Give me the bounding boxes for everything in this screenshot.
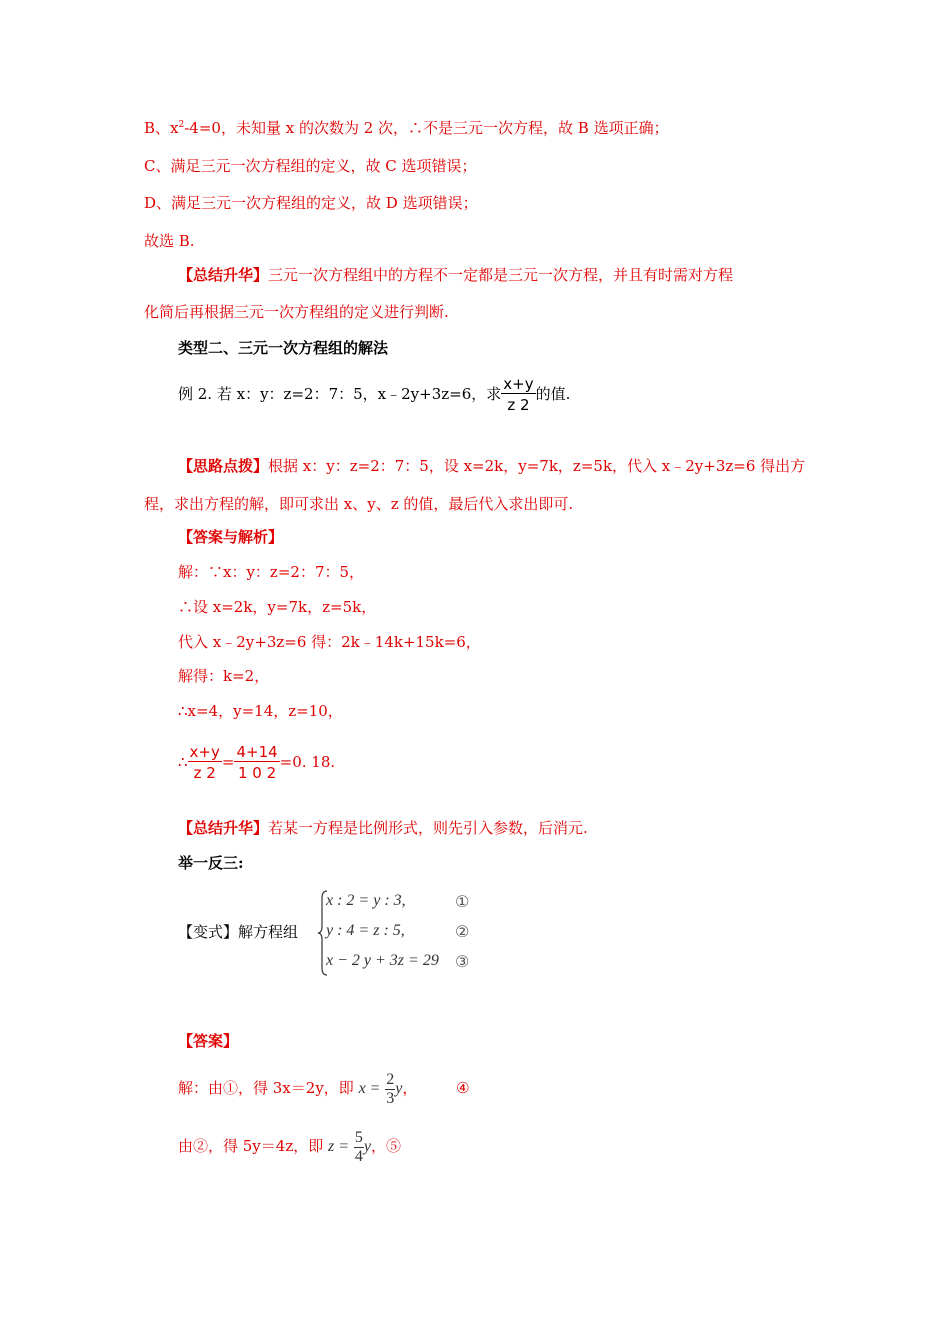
- step1-line: [178, 1066, 470, 1111]
- system-eq-2: y : 4 = z : 5,: [326, 922, 405, 939]
- example2-text: 例 2. 若 x：y：z=2：7：5，x﹣2y+3z=6，求: [178, 385, 502, 403]
- step2-num: 5: [354, 1128, 363, 1146]
- final-fraction-1: [188, 743, 222, 784]
- step2-line: [178, 1124, 401, 1169]
- system-num-2: ②: [455, 922, 470, 941]
- system-eq-3: x − 2 y + 3z = 29: [326, 952, 439, 969]
- equation-system: [318, 888, 478, 978]
- step2-var: z =: [328, 1138, 350, 1155]
- step1-var2: y: [395, 1080, 403, 1097]
- option-b-line: [144, 118, 669, 138]
- step1-var: x =: [358, 1080, 381, 1097]
- summary1-text1: 三元一次方程组中的方程不一定都是三元一次方程，并且有时需对方程: [268, 266, 734, 284]
- solution-line-4: 解得：k=2，: [178, 667, 270, 685]
- hint-line2: 程，求出方程的解，即可求出 x、y、z 的值，最后代入求出即可.: [144, 495, 574, 513]
- final-f2-num: 4+14: [236, 742, 278, 761]
- solution-line-1: 解：∵x：y：z=2：7：5，: [178, 563, 365, 581]
- step1-text: 解：由①，得 3x＝2y，即: [178, 1079, 354, 1097]
- final-f1-num: x+y: [189, 742, 220, 761]
- example2-fraction: [501, 375, 535, 416]
- option-c-line: C、满足三元一次方程组的定义，故 C 选项错误；: [144, 157, 477, 175]
- example2-line: [178, 372, 570, 416]
- summary2-text: 若某一方程是比例形式，则先引入参数，后消元.: [268, 819, 588, 837]
- conclusion-line: 故选 B.: [144, 232, 195, 250]
- example2-frac-num: x+y: [503, 374, 534, 393]
- system-eq-1: x : 2 = y : 3,: [326, 892, 406, 909]
- step2-text: 由②，得 5y＝4z，即: [178, 1137, 324, 1155]
- answer2-heading: 【答案】: [178, 1032, 239, 1050]
- step1-num: 2: [386, 1070, 395, 1088]
- type2-heading: 类型二、三元一次方程组的解法: [178, 339, 389, 357]
- final-result: =0. 18.: [279, 753, 336, 771]
- example2-frac-den: z 2: [507, 395, 530, 414]
- step1-den: 3: [386, 1089, 395, 1107]
- summary1-line1: [178, 265, 733, 285]
- summary1-line2: 化简后再根据三元一次方程组的定义进行判断.: [144, 303, 449, 321]
- hint-tag: 【思路点拨】: [178, 457, 269, 475]
- step2-var2: y: [363, 1138, 371, 1155]
- final-f2-den: 1 0 2: [237, 763, 277, 782]
- solution-line-3: 代入 x﹣2y+3z=6 得：2k﹣14k+15k=6，: [178, 633, 481, 651]
- solution-line-2: ∴设 x=2k，y=7k，z=5k，: [178, 598, 377, 616]
- option-b-exponent: 2: [178, 120, 185, 130]
- step2-den: 4: [354, 1147, 363, 1165]
- final-fraction-2: [234, 743, 279, 784]
- final-prefix: ∴: [178, 753, 188, 771]
- step2-tail: ，⑤: [370, 1137, 401, 1155]
- step1-tail: ，: [402, 1079, 418, 1097]
- summary1-tag: 【总结升华】: [178, 266, 269, 284]
- step2-fraction: [354, 1129, 364, 1166]
- option-b-rest: -4=0，未知量 x 的次数为 2 次，∴不是三元一次方程，故 B 选项正确；: [184, 119, 669, 137]
- option-b-prefix: B、x: [144, 119, 179, 137]
- answer-heading: 【答案与解析】: [178, 528, 284, 546]
- practice-heading: 举一反三:: [178, 854, 244, 872]
- hint-line1: [178, 456, 805, 476]
- summary2-tag: 【总结升华】: [178, 819, 269, 837]
- step1-fraction: [385, 1071, 395, 1108]
- step1-marker: ④: [456, 1079, 470, 1097]
- final-f1-den: z 2: [193, 763, 216, 782]
- final-eq: =: [221, 753, 235, 771]
- variant-label: 【变式】解方程组: [178, 923, 299, 941]
- option-d-line: D、满足三元一次方程组的定义，故 D 选项错误；: [144, 194, 478, 212]
- final-calc-line: [178, 740, 335, 784]
- system-num-3: ③: [455, 952, 470, 971]
- solution-line-5: ∴x=4，y=14，z=10，: [178, 702, 343, 720]
- summary2-line: [178, 818, 588, 838]
- hint-text1: 根据 x：y：z=2：7：5，设 x=2k，y=7k，z=5k，代入 x﹣2y+3z=6 得出方: [268, 457, 806, 475]
- example2-tail: 的值.: [535, 385, 571, 403]
- system-num-1: ①: [455, 892, 470, 911]
